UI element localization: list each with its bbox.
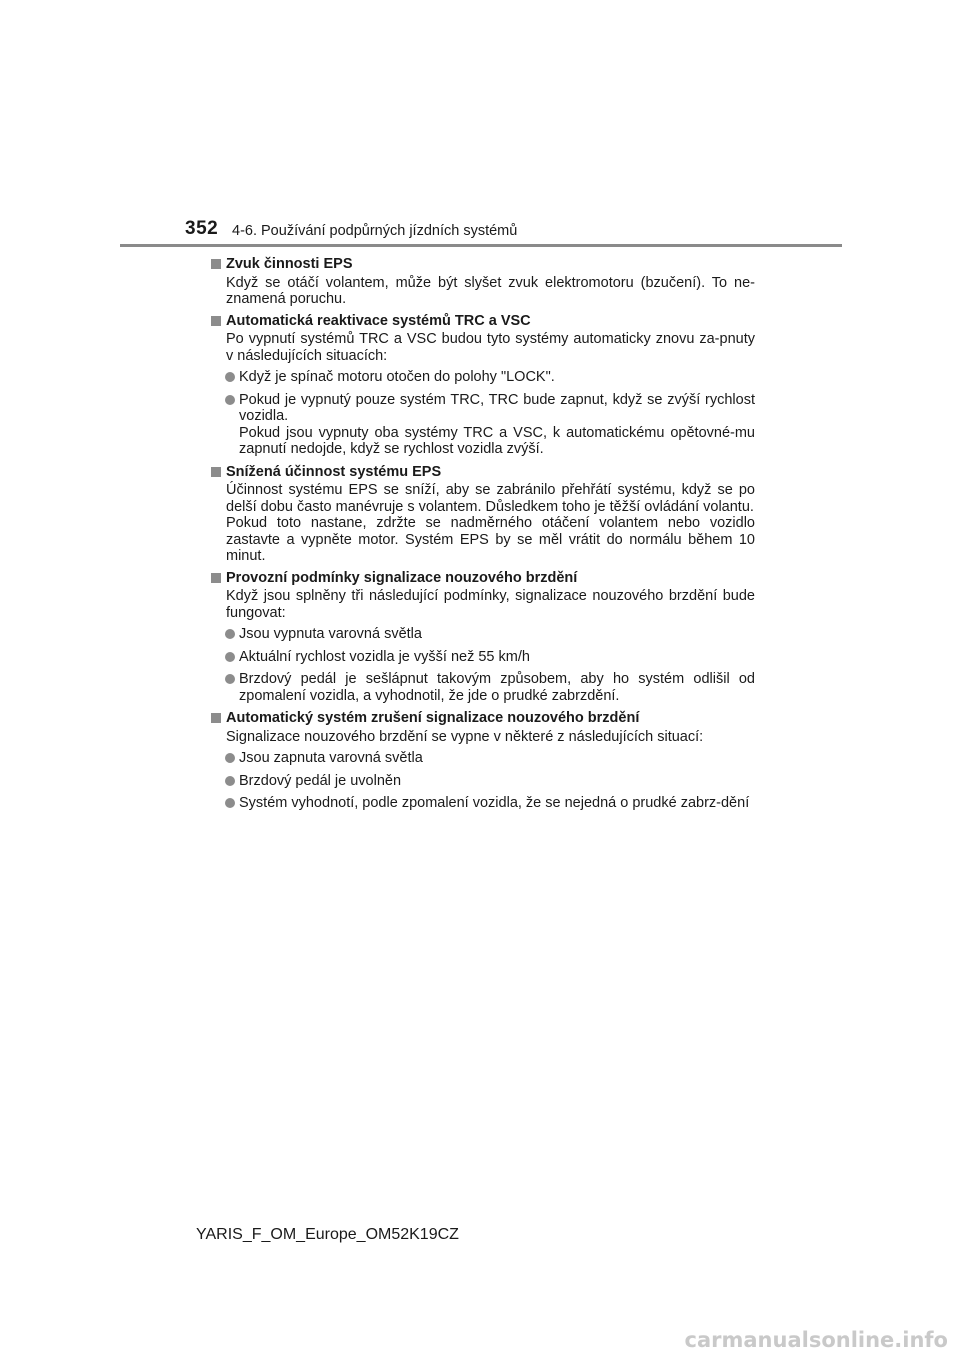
section-1	[210, 256, 755, 308]
section-heading	[210, 464, 755, 481]
section-2	[210, 313, 755, 458]
paragraph: Signalizace nouzového brzdění se vypne v některé z následujících situací:	[226, 728, 704, 745]
list-item	[210, 626, 755, 643]
chapter-title: 4-6. Používání podpůrných jízdních systémů	[232, 223, 518, 239]
list-item-text: Brzdový pedál je uvolněn	[239, 772, 402, 789]
list-item-text: Brzdový pedál je sešlápnut takovým způsobem, aby ho systém odlišil od zpomalení vozidla, a vyhodnotil, že jde o prudké zabrzdění.	[239, 671, 755, 704]
round-bullet-icon	[225, 776, 235, 786]
section-heading	[210, 710, 755, 727]
section-heading-text: Automatický systém zrušení signalizace nouzového brzdění	[226, 710, 640, 726]
list-item-text: Systém vyhodnotí, podle zpomalení vozidla, že se nejedná o prudké zabrz-dění	[239, 795, 750, 811]
document-code: YARIS_F_OM_Europe_OM52K19CZ	[196, 1226, 459, 1243]
paragraph: Účinnost systému EPS se sníží, aby se zabránilo přehřátí systému, když se po delší dobu často manévruje s volantem. Důsledkem toho je těžší ovládání volantu. Pokud toto nastane, zdržte se nadměrného otáčení volantem nebo vozidlo zastavte a vypněte motor. Systém EPS by se měl vrátit do normálu během 10 minut.	[226, 482, 755, 564]
square-bullet-icon	[211, 316, 221, 326]
paragraph: Když jsou splněny tři následující podmínky, signalizace nouzového brzdění bude fungovat:	[226, 588, 755, 621]
list-item	[210, 795, 755, 812]
paragraph: Po vypnutí systémů TRC a VSC budou tyto systémy automaticky znovu za-pnuty v následujících situacích:	[226, 331, 755, 364]
list-item	[210, 649, 755, 666]
round-bullet-icon	[225, 753, 235, 763]
list-item	[210, 750, 755, 767]
section-heading	[210, 313, 755, 330]
square-bullet-icon	[211, 713, 221, 723]
list-item-text: Pokud je vypnutý pouze systém TRC, TRC bude zapnut, když se zvýší rychlost vozidla. Pokud jsou vypnuty oba systémy TRC a VSC, k automatickému opětovné-mu zapnutí nedojde, když se rychlost vozidla zvýší.	[239, 391, 755, 457]
list-item	[210, 392, 755, 458]
list-item	[210, 671, 755, 704]
page-number: 352	[185, 218, 219, 239]
list-item	[210, 369, 755, 386]
list-item	[210, 773, 755, 790]
round-bullet-icon	[225, 674, 235, 684]
section-heading-text: Zvuk činnosti EPS	[226, 256, 353, 272]
section-heading-text: Provozní podmínky signalizace nouzového brzdění	[226, 569, 578, 586]
page-header	[120, 208, 842, 246]
section-heading-text: Snížená účinnost systému EPS	[226, 463, 442, 480]
section-3	[210, 464, 755, 565]
square-bullet-icon	[211, 573, 221, 583]
section-heading	[210, 570, 755, 587]
paragraph: Když se otáčí volantem, může být slyšet zvuk elektromotoru (bzučení). To ne-znamená poruchu.	[226, 274, 755, 307]
section-heading	[210, 256, 755, 273]
square-bullet-icon	[211, 259, 221, 269]
square-bullet-icon	[211, 467, 221, 477]
header-divider	[120, 244, 842, 247]
list-item-text: Aktuální rychlost vozidla je vyšší než 55 km/h	[239, 648, 530, 665]
page-content	[210, 256, 755, 818]
watermark-logo: carmanualsonline.info	[684, 1328, 948, 1352]
round-bullet-icon	[225, 798, 235, 808]
list-item-text: Jsou vypnuta varovná světla	[239, 626, 422, 642]
list-item-text: Jsou zapnuta varovná světla	[239, 750, 423, 766]
round-bullet-icon	[225, 629, 235, 639]
list-item-text: Když je spínač motoru otočen do polohy "LOCK".	[239, 369, 555, 385]
section-5	[210, 710, 755, 812]
round-bullet-icon	[225, 652, 235, 662]
round-bullet-icon	[225, 372, 235, 382]
section-4	[210, 570, 755, 705]
round-bullet-icon	[225, 395, 235, 405]
section-heading-text: Automatická reaktivace systémů TRC a VSC	[226, 312, 531, 329]
